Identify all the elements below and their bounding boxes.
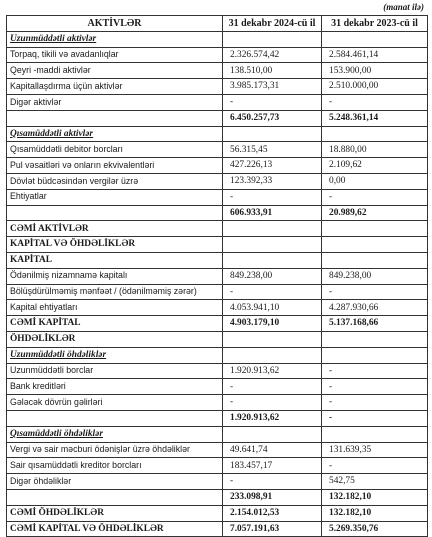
- value-2023: 849.238,00: [322, 268, 428, 284]
- row-label: Vergi və sair məcburi ödənişlər üzrə öhdəliklər: [7, 442, 223, 458]
- table-row: [7, 268, 428, 284]
- value-2024: 849.238,00: [223, 268, 322, 284]
- value-2023: 20.989,62: [322, 205, 428, 221]
- table-row: [7, 521, 428, 537]
- value-2023: 5.269.350,76: [322, 521, 428, 537]
- row-label: Qeyri -maddi aktivlər: [7, 63, 223, 79]
- table-row: [7, 31, 428, 47]
- table-row: [7, 221, 428, 237]
- value-2024: [223, 221, 322, 237]
- value-2024: 183.457,17: [223, 458, 322, 474]
- table-row: [7, 126, 428, 142]
- value-2023: -: [322, 458, 428, 474]
- value-2024: 3.985.173,31: [223, 79, 322, 95]
- row-label: Torpaq, tikili və avadanlıqlar: [7, 47, 223, 63]
- table-row: [7, 252, 428, 268]
- value-2024: [223, 31, 322, 47]
- value-2023: -: [322, 189, 428, 205]
- table-row: [7, 316, 428, 332]
- table-row: [7, 158, 428, 174]
- value-2023: [322, 426, 428, 442]
- table-body: [7, 31, 428, 537]
- value-2024: [223, 252, 322, 268]
- value-2023: 4.287.930,66: [322, 300, 428, 316]
- row-label: Qısamüddətli debitor borcları: [7, 142, 223, 158]
- row-label: Uzunmüddətli aktivlər: [7, 31, 223, 47]
- row-label: CƏMİ KAPİTAL: [7, 316, 223, 332]
- table-row: [7, 442, 428, 458]
- table-row: [7, 331, 428, 347]
- value-2023: -: [322, 363, 428, 379]
- value-2024: 4.053.941,10: [223, 300, 322, 316]
- table-row: [7, 94, 428, 110]
- value-2024: 123.392,33: [223, 173, 322, 189]
- row-label: Qısamüddətli aktivlər: [7, 126, 223, 142]
- row-label: [7, 205, 223, 221]
- table-row: [7, 505, 428, 521]
- table-row: [7, 474, 428, 490]
- header-2024: 31 dekabr 2024-cü il: [223, 16, 322, 32]
- value-2023: -: [322, 410, 428, 426]
- row-label: KAPİTAL: [7, 252, 223, 268]
- value-2023: 2.584.461,14: [322, 47, 428, 63]
- value-2024: 606.933,91: [223, 205, 322, 221]
- value-2024: [223, 331, 322, 347]
- value-2024: [223, 126, 322, 142]
- value-2024: -: [223, 474, 322, 490]
- table-row: [7, 489, 428, 505]
- row-label: Dövlət büdcəsindən vergilər üzrə: [7, 173, 223, 189]
- row-label: Kapitallaşdırma üçün aktivlər: [7, 79, 223, 95]
- value-2023: 5.248.361,14: [322, 110, 428, 126]
- value-2024: 2.154.012,53: [223, 505, 322, 521]
- table-row: [7, 237, 428, 253]
- value-2023: 131.639,35: [322, 442, 428, 458]
- table-row: [7, 63, 428, 79]
- value-2023: [322, 126, 428, 142]
- value-2023: [322, 331, 428, 347]
- value-2024: -: [223, 284, 322, 300]
- value-2023: [322, 221, 428, 237]
- table-row: [7, 379, 428, 395]
- table-row: [7, 205, 428, 221]
- row-label: CƏMİ KAPİTAL VƏ ÖHDƏLİKLƏR: [7, 521, 223, 537]
- row-label: Kapital ehtiyatları: [7, 300, 223, 316]
- table-row: [7, 47, 428, 63]
- row-label: Sair qısamüddətli kreditor borcları: [7, 458, 223, 474]
- row-label: Gələcək dövrün gəlirləri: [7, 395, 223, 411]
- row-label: Ehtiyatlar: [7, 189, 223, 205]
- value-2024: 138.510,00: [223, 63, 322, 79]
- value-2023: [322, 31, 428, 47]
- value-2023: -: [322, 94, 428, 110]
- value-2023: -: [322, 395, 428, 411]
- table-row: [7, 189, 428, 205]
- table-row: [7, 142, 428, 158]
- row-label: CƏMİ AKTİVLƏR: [7, 221, 223, 237]
- value-2023: 153.900,00: [322, 63, 428, 79]
- value-2023: 0,00: [322, 173, 428, 189]
- row-label: Bölüşdürülməmiş mənfəət / (ödənilməmiş zərər): [7, 284, 223, 300]
- value-2024: [223, 347, 322, 363]
- row-label: Ödənilmiş nizamnamə kapitalı: [7, 268, 223, 284]
- table-row: [7, 410, 428, 426]
- value-2023: [322, 252, 428, 268]
- value-2023: [322, 237, 428, 253]
- value-2024: 56.315,45: [223, 142, 322, 158]
- value-2023: 18.880,00: [322, 142, 428, 158]
- value-2023: -: [322, 284, 428, 300]
- table-row: [7, 300, 428, 316]
- row-label: Digər öhdəliklər: [7, 474, 223, 490]
- value-2024: -: [223, 94, 322, 110]
- row-label: [7, 410, 223, 426]
- value-2024: 2.326.574,42: [223, 47, 322, 63]
- row-label: Uzunmüddətli borclar: [7, 363, 223, 379]
- value-2023: 5.137.168,66: [322, 316, 428, 332]
- header-2023: 31 dekabr 2023-cü il: [322, 16, 428, 32]
- balance-sheet-table: [6, 15, 428, 537]
- value-2023: 542,75: [322, 474, 428, 490]
- unit-note: (manat ilə): [383, 2, 424, 12]
- row-label: [7, 489, 223, 505]
- value-2023: 2.109,62: [322, 158, 428, 174]
- value-2024: 427.226,13: [223, 158, 322, 174]
- table-row: [7, 426, 428, 442]
- value-2023: 2.510.000,00: [322, 79, 428, 95]
- value-2024: 1.920.913,62: [223, 363, 322, 379]
- value-2024: 1.920.913,62: [223, 410, 322, 426]
- value-2024: 6.450.257,73: [223, 110, 322, 126]
- table-row: [7, 363, 428, 379]
- value-2024: 49.641,74: [223, 442, 322, 458]
- row-label: KAPİTAL VƏ ÖHDƏLİKLƏR: [7, 237, 223, 253]
- table-row: [7, 458, 428, 474]
- row-label: Bank kreditləri: [7, 379, 223, 395]
- row-label: [7, 110, 223, 126]
- value-2024: -: [223, 395, 322, 411]
- value-2023: 132.182,10: [322, 505, 428, 521]
- value-2024: 233.098,91: [223, 489, 322, 505]
- value-2023: [322, 347, 428, 363]
- row-label: Pul vəsaitləri və onların ekvivalentləri: [7, 158, 223, 174]
- row-label: CƏMİ ÖHDƏLİKLƏR: [7, 505, 223, 521]
- value-2024: 7.057.191,63: [223, 521, 322, 537]
- value-2023: -: [322, 379, 428, 395]
- header-assets: AKTİVLƏR: [7, 16, 223, 32]
- value-2023: 132.182,10: [322, 489, 428, 505]
- value-2024: 4.903.179,10: [223, 316, 322, 332]
- header-row: [7, 16, 428, 32]
- table-row: [7, 79, 428, 95]
- value-2024: [223, 237, 322, 253]
- row-label: Qısamüddətli öhdəliklər: [7, 426, 223, 442]
- row-label: Uzunmüddətli öhdəliklər: [7, 347, 223, 363]
- table-row: [7, 173, 428, 189]
- row-label: Digər aktivlər: [7, 94, 223, 110]
- table-row: [7, 395, 428, 411]
- value-2024: [223, 426, 322, 442]
- table-row: [7, 284, 428, 300]
- table-row: [7, 110, 428, 126]
- value-2024: -: [223, 189, 322, 205]
- table-row: [7, 347, 428, 363]
- row-label: ÖHDƏLİKLƏR: [7, 331, 223, 347]
- value-2024: -: [223, 379, 322, 395]
